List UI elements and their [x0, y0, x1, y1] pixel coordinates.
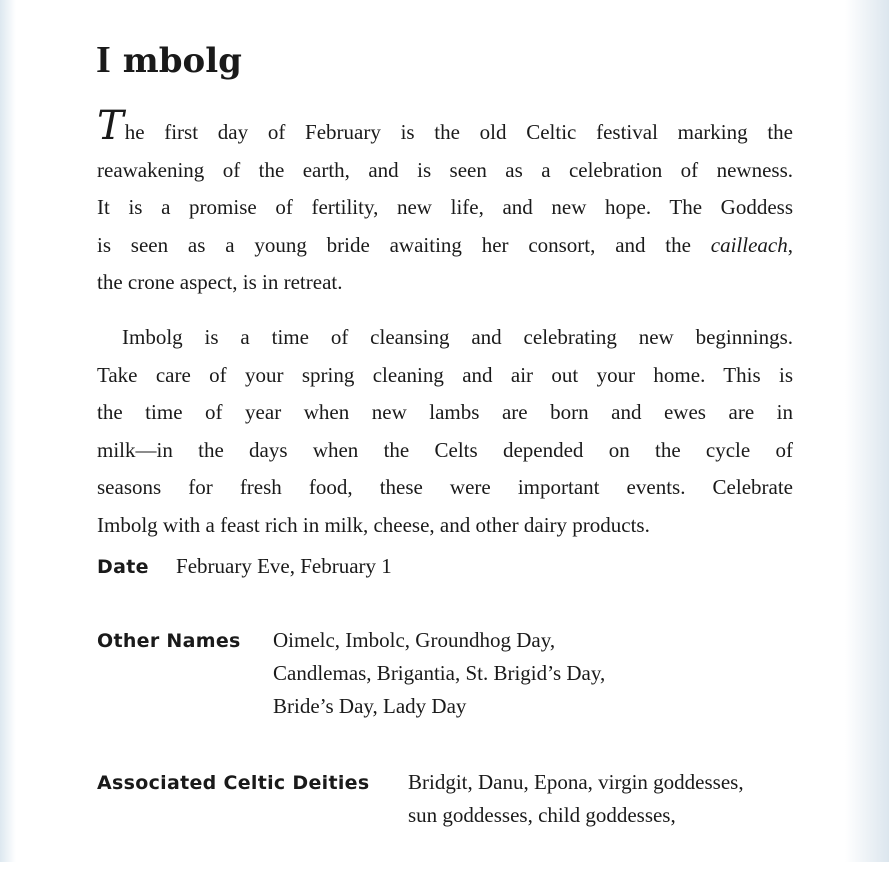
- paragraph-line: reawakening of the earth, and is seen as a celebration of newness.: [97, 157, 793, 182]
- paragraph-line: is seen as a young bride awaiting her consort, and the cailleach,: [97, 232, 793, 257]
- other-names-line: Bride’s Day, Lady Day: [273, 694, 467, 718]
- section-heading: [96, 38, 242, 83]
- paragraph-line: the crone aspect, is in retreat.: [97, 270, 343, 294]
- paragraph-imbolg: [97, 319, 793, 544]
- paragraph-intro: [97, 103, 793, 302]
- italic-term: cailleach: [710, 232, 788, 257]
- other-names-line: Candlemas, Brigantia, St. Brigid’s Day,: [273, 661, 606, 685]
- paragraph-line: It is a promise of fertility, new life, and new hope. The Goddess: [97, 195, 793, 219]
- heading-initial: I: [96, 39, 111, 81]
- drop-cap: T: [97, 103, 124, 149]
- deities-line: Bridgit, Danu, Epona, virgin goddesses,: [408, 770, 744, 794]
- paragraph-line: Take care of your spring cleaning and air out your home. This is: [97, 362, 793, 387]
- paragraph-line: seasons for fresh food, these were important events. Celebrate: [97, 475, 793, 499]
- deities-value: [408, 766, 744, 832]
- paragraph-line: Imbolg with a feast rich in milk, cheese, and other dairy products.: [97, 512, 650, 537]
- deities-line: sun goddesses, child goddesses,: [408, 803, 676, 827]
- other-names-line: Oimelc, Imbolc, Groundhog Day,: [273, 628, 556, 652]
- paragraph-line: Imbolg is a time of cleansing and celebrating new beginnings.: [122, 325, 793, 349]
- date-label: Date: [97, 556, 149, 578]
- other-names-label: Other Names: [97, 630, 241, 652]
- date-field: [97, 550, 392, 584]
- other-names-field: [97, 624, 605, 723]
- heading-rest: mbolg: [122, 41, 242, 81]
- paragraph-line: The first day of February is the old Celtic festival marking the: [97, 103, 793, 149]
- deities-field: [97, 766, 744, 832]
- paragraph-line: milk—in the days when the Celts depended on the cycle of: [97, 437, 793, 462]
- date-value: February Eve, February 1: [176, 554, 392, 578]
- deities-label: Associated Celtic Deities: [97, 772, 370, 794]
- other-names-value: [273, 624, 605, 723]
- paragraph-line: the time of year when new lambs are born and ewes are in: [97, 400, 793, 424]
